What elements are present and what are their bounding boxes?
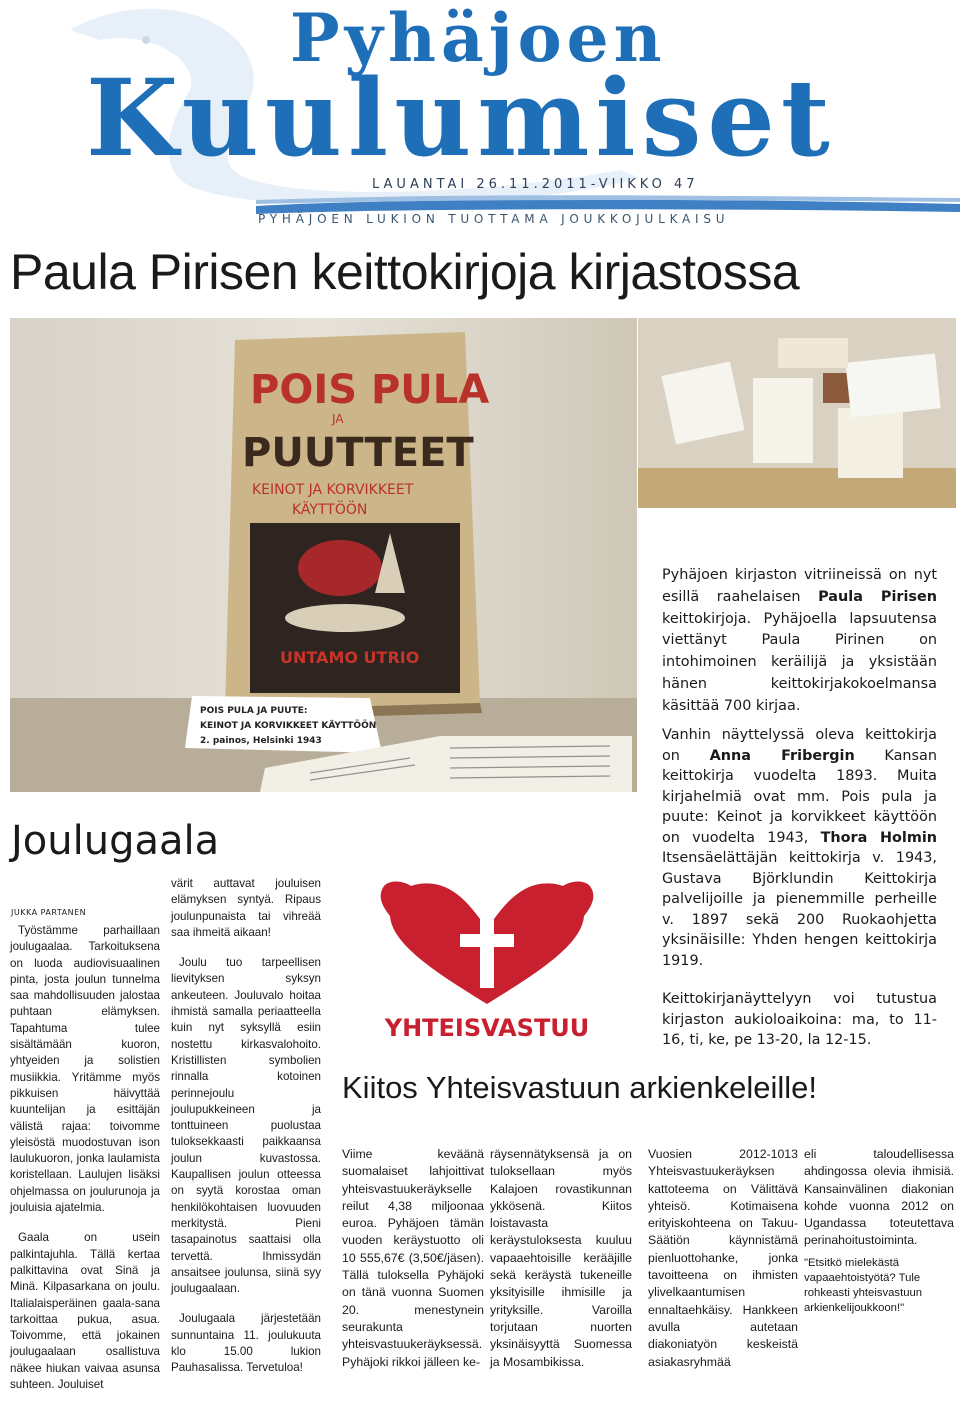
main-headline: Paula Pirisen keittokirjoja kirjastossa bbox=[10, 244, 800, 300]
cookbook-paragraph-2: Keittokirjanäyttelyyn voi tutustua kirjaston aukioloaikoina: ma, to 11-16, ti, ke, pe 13-20, la 12-15. bbox=[662, 991, 937, 1048]
photo-caption bbox=[662, 565, 937, 718]
joulugaala-paragraph: Joulu tuo tarpeellisen lievityksen syksyn ankeuteen. Jouluvalo hoitaa ihmistä samalla periaatteella kuin nyt syksyllä esiin nostettu kirkasvalohoito. Kristillisten symbolien rinnalla kotoinen perinnejoulu joulupukkeineen ja tonttuineen puolustaa tuloksekkaasti paikkaansa joulun kuvastossa. Kaupallisen joulun otteessa on syytä korostaa oman henkilökohtaisen luovuuden merkitystä. Pieni tasapainotus saattaisi olla tervettä. Ihmissydän ansaitsee joulunsa, siinä syy joulugaalaan. bbox=[171, 956, 321, 1296]
caption-name: Paula Pirisen bbox=[818, 588, 937, 605]
yhteisvastuu-logo-text: YHTEISVASTUU bbox=[384, 1014, 590, 1042]
yhteisvastuu-headline: Kiitos Yhteisvastuun arkienkeleille! bbox=[342, 1070, 818, 1105]
p1-text-2: Kansan keittokirja vuodelta 1893. Muita kirjahelmiä ovat mm. Pois pula ja puute: Keinot ja korvikkeet käyttöön on vuodelta 1943, bbox=[662, 747, 937, 846]
cookbooks-case-photo bbox=[638, 318, 956, 508]
joulugaala-column-2 bbox=[171, 876, 321, 1391]
joulugaala-paragraph: värit auttavat jouluisen elämyksen syntyä. Ripaus joulunpunaista tai vihreää saa ihmeitä aikaan! bbox=[171, 877, 321, 939]
joulugaala-title: Joulugaala bbox=[11, 818, 220, 864]
yhteisvastuu-column-4-text: eli taloudellisessa ahdingossa olevia ihmisiä. Kansainvälinen diakonian kohde vuonna 2012 on Ugandassa toteutettava perinahoitustoiminta. bbox=[804, 1147, 954, 1248]
label-line2: KEINOT JA KORVIKKEET KÄYTTÖÖN bbox=[200, 721, 377, 731]
book-title-ja: JA bbox=[332, 412, 344, 426]
joulugaala-column-1 bbox=[10, 923, 160, 1407]
masthead-title-line1: Pyhäjoen bbox=[290, 0, 667, 77]
joulugaala-paragraph: Joulugaala järjestetään sunnuntaina 11. joulukuuta klo 15.00 lukion Pauhasalissa. Tervetuloa! bbox=[171, 1312, 321, 1375]
caption-text-1: Pyhäjoen kirjaston vitriineissä on nyt esillä raahelaisen bbox=[662, 567, 937, 605]
dateline: LAUANTAI 26.11.2011-VIIKKO 47 bbox=[372, 177, 699, 192]
cookbook-article-column bbox=[662, 725, 937, 1069]
joulugaala-paragraph: Työstämme parhaillaan joulugaalaa. Tarkoituksena on luoda audiovisuaalinen pinta, josta joulun tunnelma saa mahdollisuuden jalostaa puhtaan elämyksen. Tapahtuma tulee sisältämään kuoron, yhtyeiden ja solistien musiikkia. Yritämme myös pikkuisen häivyttää kuuntelijan ja esittäjän välistä rajaa: toivomme yleisöstä muodostuvan ison laulukuoron, jonka laulamista koristellaan. Laulujen lisäksi ohjelmassa on joulurunoja ja jouluisia ajatelmia. bbox=[10, 924, 160, 1215]
p1-text-1: Vanhin näyttelyssä oleva keittokirja on bbox=[662, 727, 937, 764]
book-title-line1: POIS PULA bbox=[250, 367, 490, 413]
p1-name-2: Thora Holmin bbox=[820, 829, 937, 846]
joulugaala-paragraph: Gaala on usein palkintajuhla. Tällä kertaa palkittavina ovat Sinä ja Minä. Kilpasarkana on joulu. Italialaisperäinen gaala-sana tarkoittaa pukua, asua. Toivomme, että jokainen joulugaalaan osallistuva näkee hiukan vaivaa asunsa suhteen. Jouluiset bbox=[10, 1231, 160, 1392]
yhteisvastuu-column-4 bbox=[804, 1146, 954, 1316]
masthead-title-line2: Kuulumiset bbox=[86, 55, 836, 180]
book-subtitle-line2: KÄYTTÖÖN bbox=[292, 502, 368, 518]
book-title-line2: PUUTTEET bbox=[242, 430, 474, 476]
byline: JUKKA PARTANEN bbox=[11, 908, 87, 917]
yhteisvastuu-column-1: Viime keväänä suomalaiset lahjoittivat yhteisvastuukeräykselle reilut 4,38 miljoonaa euroa. Pyhäjoen tämän vuoden keräystuotto oli 10 555,67€ (3,50€/jäsen). Tällä tuloksella Pyhäjoki on tänä vuonna Suomen 20. menestynein seurakunta yhteisvastuukeräyksessä. Pyhäjoki rikkoi jälleen ke- bbox=[342, 1147, 484, 1369]
label-line1: POIS PULA JA PUUTE: bbox=[200, 706, 308, 716]
yhteisvastuu-column-2: räysennätyksensä ja on tuloksellaan myös Kalajoen rovastikunnan ykkösenä. Kiitos loistavasta keräystuloksesta kuuluu vapaaehtoisille kerääjille sekä keräystä tukeneille yksityisille ihmisille ja yrityksille. Varoilla torjutaan nuorten yksinäisyyttä Suomessa ja Mosambikissa. bbox=[490, 1147, 632, 1369]
yhteisvastuu-logo bbox=[372, 876, 602, 1046]
book-subtitle-line1: KEINOT JA KORVIKKEET bbox=[252, 482, 414, 498]
yhteisvastuu-column-3: Vuosien 2012-1013 Yhteisvastuukeräyksen kattoteema on Välittävä yhteisö. Kotimaisena erityiskohteena on Takuu-Säätiön käynnistämä pienluottohanke, jonka tavoitteena on ihmisten ylivelkaantumisen ennaltaehkäisy. Hankkeen avulla autetaan diakoniatyön keskeistä asiakasryhmää bbox=[648, 1147, 798, 1369]
caption-text-2: keittokirjoja. Pyhäjoella lapsuutensa viettänyt Paula Pirinen on intohimoinen keräilijä ja yksistään hänen keittokirjakokoelmansa käsittää 700 kirjaa. bbox=[662, 610, 937, 714]
cookbook-display-photo bbox=[10, 318, 637, 792]
label-line3: 2. painos, Helsinki 1943 bbox=[200, 736, 322, 746]
p1-name-1: Anna Fribergin bbox=[709, 747, 855, 764]
publication-banner: PYHÄJOEN LUKION TUOTTAMA JOUKKOJULKAISU bbox=[258, 212, 730, 226]
yhteisvastuu-quote: "Etsitkö mielekästä vapaaehtoistyötä? Tule rohkeasti yhteisvastuun arkienkelijoukkoon!" bbox=[804, 1256, 923, 1314]
cookbook-paragraph-1 bbox=[662, 725, 937, 971]
book-author: UNTAMO UTRIO bbox=[280, 648, 420, 667]
p1-text-3: Itsensäelättäjän keittokirja v. 1943, Gustava Björklundin Keittokirja palvelijoille ja pienemmille perheille v. 1897 sekä 200 Ruokaohjetta yksinäisille: Yhden hengen keittokirja 1919. bbox=[662, 850, 937, 969]
